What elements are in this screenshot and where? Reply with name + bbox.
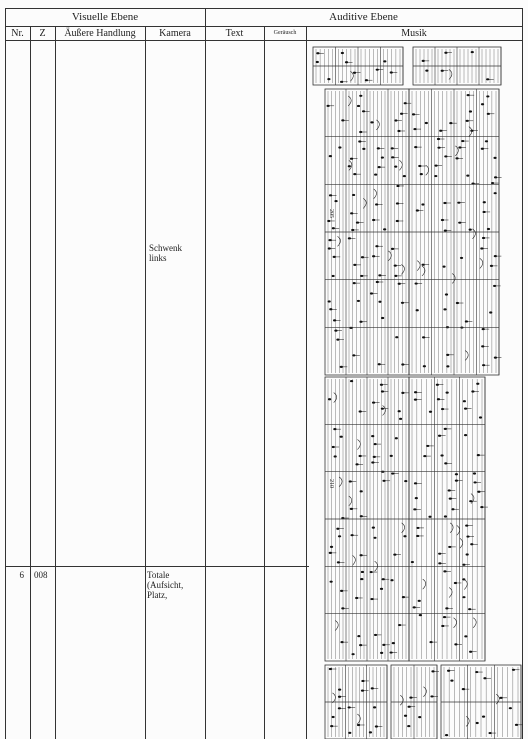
column-header-z: Z xyxy=(39,28,46,39)
column-header-musik: Musik xyxy=(401,28,427,39)
score-page-number: 210 xyxy=(328,479,334,488)
col-line xyxy=(5,8,6,739)
column-header-handlung: Äußere Handlung xyxy=(64,28,136,39)
col-line xyxy=(145,26,146,739)
visual-group-header: Visuelle Ebene xyxy=(71,11,139,23)
audio-group-header: Auditive Ebene xyxy=(329,11,398,23)
column-header-kamera: Kamera xyxy=(159,28,191,39)
group-divider-line xyxy=(205,8,206,739)
column-header-nr: Nr. xyxy=(11,28,24,39)
table-top-border xyxy=(5,8,523,9)
row-2-nr: 6 xyxy=(19,570,24,580)
col-line xyxy=(306,26,307,739)
col-line xyxy=(30,26,31,739)
column-header-text: Text xyxy=(225,28,244,39)
music-score-image xyxy=(309,41,523,739)
score-page-number: 205 xyxy=(328,209,334,218)
column-header-geraeusch: Geräusch xyxy=(273,30,297,36)
row-2-kamera: Totale (Aufsicht, Platz, xyxy=(147,570,184,600)
col-line xyxy=(55,26,56,739)
row-1-kamera: Schwenk links xyxy=(149,243,182,263)
col-line xyxy=(264,26,265,739)
row-2-z: 008 xyxy=(34,570,48,580)
